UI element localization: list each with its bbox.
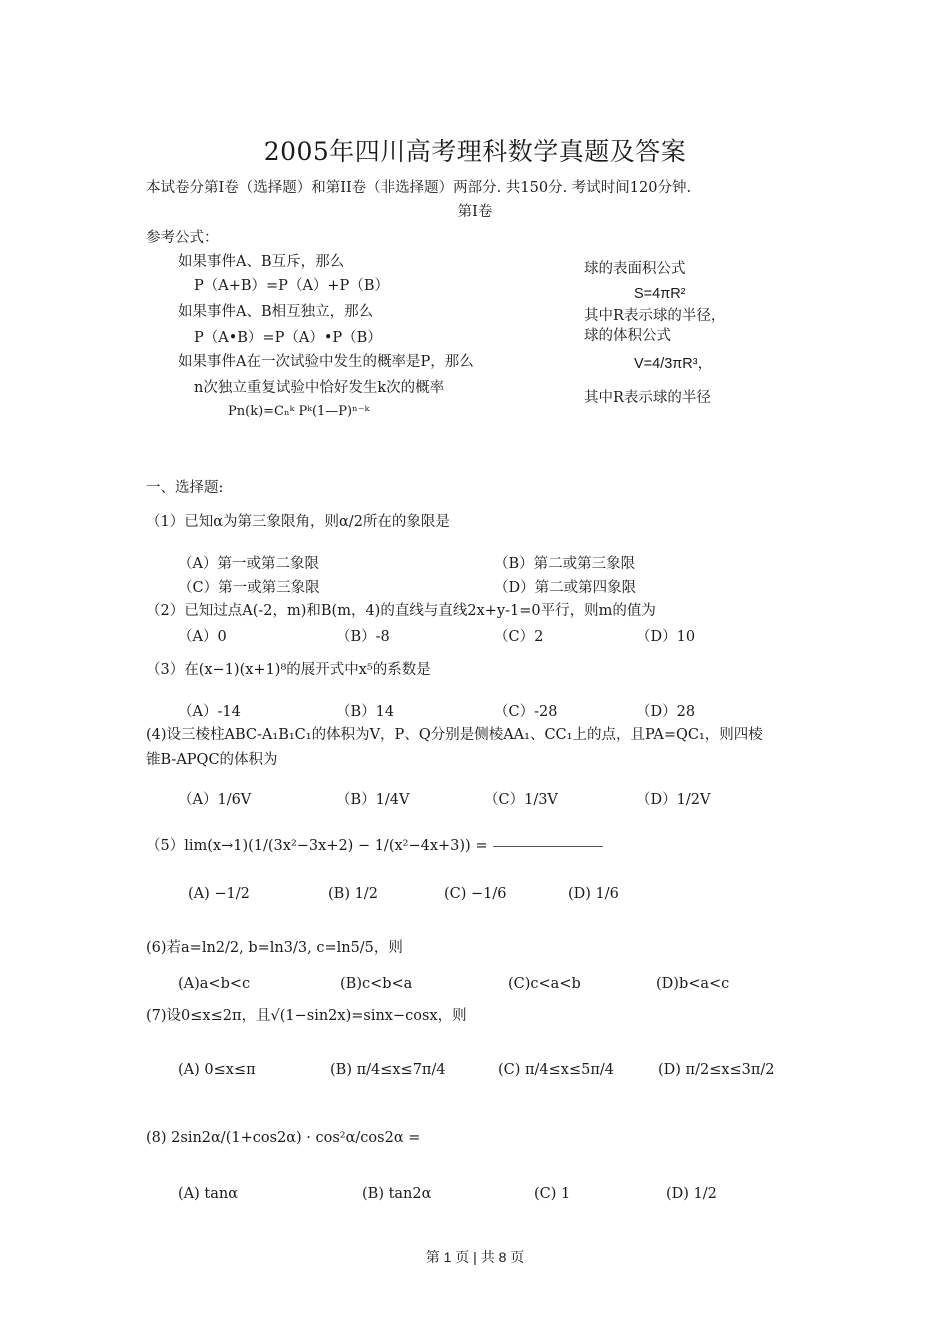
- ref-heading: 参考公式：: [146, 230, 219, 246]
- option-d: （D）1/2V: [636, 792, 711, 808]
- ref-line: 如果事件A、B相互独立，那么: [178, 304, 374, 320]
- page-footer: 第 1 页 | 共 8 页: [425, 1249, 525, 1265]
- option-a: (A) tanα: [178, 1186, 238, 1202]
- ref-line: P（A+B）=P（A）+P（B）: [194, 278, 389, 294]
- question-stem: (8) 2sin2α/(1+cos2α) · cos²α/cos2α =: [146, 1130, 421, 1146]
- option-d: (D) 1/2: [666, 1186, 717, 1202]
- option-b: (B) π/4≤x≤7π/4: [330, 1062, 446, 1078]
- option-d: (D)b<a<c: [656, 976, 730, 992]
- question-stem: （2）已知过点A(-2，m)和B(m，4)的直线与直线2x+y-1=0平行，则m的值为: [146, 603, 656, 619]
- question-stem: （3）在(x−1)(x+1)⁸的展开式中x⁵的系数是: [146, 662, 431, 678]
- question-stem: 锥B-APQC的体积为: [146, 752, 278, 768]
- ref-line: 如果事件A在一次试验中发生的概率是P，那么: [178, 354, 474, 370]
- page-title: 2005年四川高考理科数学真题及答案: [263, 137, 687, 166]
- ref-sphere: 球的表面积公式: [584, 261, 686, 277]
- option-d: (D) 1/6: [568, 886, 619, 902]
- option-c: (C) π/4≤x≤5π/4: [498, 1062, 614, 1078]
- ref-sphere: 球的体积公式: [584, 328, 671, 344]
- option-c: (C)c<a<b: [508, 976, 581, 992]
- exam-intro: 本试卷分第Ⅰ卷（选择题）和第II卷（非选择题）两部分. 共150分. 考试时间120分钟.: [146, 180, 692, 196]
- option-b: (B)c<b<a: [340, 976, 413, 992]
- option-b: （B）1/4V: [336, 792, 410, 808]
- ref-line: 如果事件A、B互斥，那么: [178, 254, 345, 270]
- option-c: （C）2: [494, 629, 544, 645]
- question-stem: (4)设三棱柱ABC-A₁B₁C₁的体积为V，P、Q分别是侧棱AA₁、CC₁上的点，且PA=QC₁，则四棱: [146, 727, 763, 743]
- option-a: （A）0: [178, 629, 227, 645]
- option-b: (B) tan2α: [362, 1186, 432, 1202]
- option-c: (C) −1/6: [444, 886, 507, 902]
- option-c: （C）1/3V: [484, 792, 558, 808]
- question-stem: （1）已知α为第三象限角，则α/2所在的象限是: [146, 514, 450, 530]
- option-a: (A)a<b<c: [178, 976, 251, 992]
- option-a: (A) 0≤x≤π: [178, 1062, 256, 1078]
- option-c: (C) 1: [534, 1186, 571, 1202]
- option-b: (B) 1/2: [328, 886, 378, 902]
- ref-sphere: 其中R表示球的半径，: [584, 308, 726, 324]
- question-stem: (7)设0≤x≤2π，且√(1−sin2x)=sinx−cosx，则: [146, 1008, 467, 1024]
- question-stem: [146, 836, 603, 856]
- option-c: （C）第一或第三象限: [178, 580, 320, 596]
- ref-line: n次独立重复试验中恰好发生k次的概率: [194, 380, 445, 396]
- stem-text: （5）lim(x→1)(1/(3x²−3x+2) − 1/(x²−4x+3)) =: [146, 838, 488, 854]
- sphere-area-formula: S=4πR²: [634, 286, 686, 302]
- section-heading: 一、选择题:: [146, 480, 224, 496]
- option-d: （D）第二或第四象限: [494, 580, 637, 596]
- question-stem: (6)若a=ln2/2, b=ln3/3, c=ln5/5，则: [146, 940, 403, 956]
- option-a: （A）第一或第二象限: [178, 556, 319, 572]
- option-d: （D）10: [636, 629, 696, 645]
- option-a: （A）1/6V: [178, 792, 252, 808]
- binomial-formula: Pn(k)=Cₙᵏ Pᵏ(1—P)ⁿ⁻ᵏ: [228, 404, 370, 419]
- answer-blank: [493, 846, 603, 847]
- sphere-volume-formula: V=4/3πR³，: [634, 356, 713, 372]
- option-c: （C）-28: [494, 704, 558, 720]
- option-b: （B）第二或第三象限: [494, 556, 636, 572]
- option-a: （A）-14: [178, 704, 241, 720]
- option-d: (D) π/2≤x≤3π/2: [658, 1062, 775, 1078]
- part-heading: 第Ⅰ卷: [457, 204, 493, 220]
- option-b: （B）-8: [336, 629, 390, 645]
- ref-line: P（A•B）=P（A）•P（B）: [194, 330, 382, 346]
- ref-sphere: 其中R表示球的半径: [584, 390, 711, 406]
- option-b: （B）14: [336, 704, 395, 720]
- option-d: （D）28: [636, 704, 696, 720]
- option-a: (A) −1/2: [188, 886, 250, 902]
